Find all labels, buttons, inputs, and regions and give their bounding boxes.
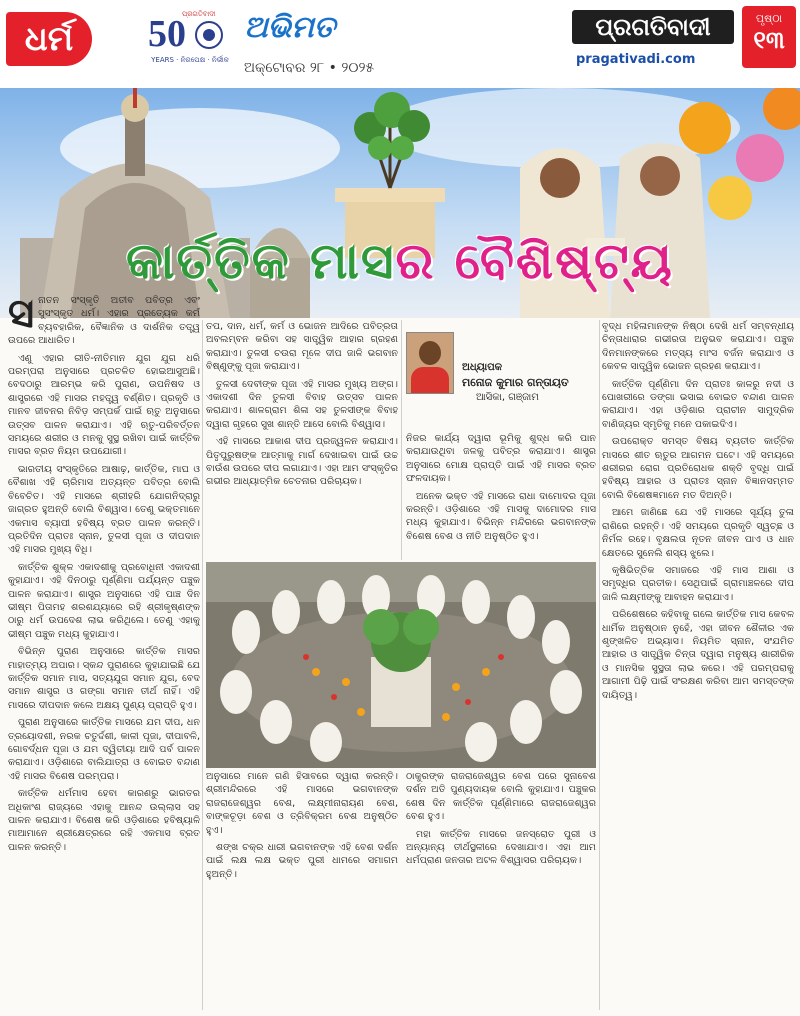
issue-date: ଅକ୍ଟୋବର ୨୮ • ୨୦୨୫ xyxy=(244,60,375,76)
paragraph: କୃଷିଭିତ୍ତିକ ସମାଜରେ ଏହି ମାସ ଆଶା ଓ ସମୃଦ୍ଧିର ପ୍ରତୀକ। ସେଥିପାଇଁ ଗ୍ରାମାଞ୍ଚଳରେ ଦୀପ ଜାଳି ଲକ୍ଷ୍ମୀଙ୍କୁ ଆବାହନ କରାଯାଏ। xyxy=(602,564,794,603)
paragraph: ଭାରତୀୟ ସଂସ୍କୃତିରେ ଆଷାଢ଼, କାର୍ତ୍ତିକ, ମାଘ ଓ ବୈଶାଖ ଏହି ଚାରିମାସ ଅତ୍ୟନ୍ତ ପବିତ୍ର ବୋଲି ବିବେଚିତ। ଏହି ମାସରେ ଶ୍ରୀହରି ଯୋଗନିଦ୍ରାରୁ ଜାଗ୍ରତ ହୁଅନ୍ତି ବୋଲି ବିଶ୍ୱାସ। ତେଣୁ ଭକ୍ତମାନେ ଏକମାସ ବ୍ୟାପୀ ହବିଷ୍ୟ ବ୍ରତ ପାଳନ କରନ୍ତି। ପ୍ରତିଦିନ ପ୍ରାତଃ ସ୍ନାନ, ତୁଳସୀ ପୂଜା ଓ ଦୀପଦାନ ଏହି ମାସର ମୁଖ୍ୟ ବିଧି। xyxy=(8,463,200,556)
anniversary-number: 50 xyxy=(148,13,186,55)
tulsi-worship-photo xyxy=(206,562,596,768)
dropcap: ସ xyxy=(8,294,35,337)
emblem-icon xyxy=(194,20,224,50)
devotees-photo xyxy=(206,562,596,768)
paragraph: ବିଭିନ୍ନ ପୁରାଣ ଅନୁସାରେ କାର୍ତ୍ତିକ ମାସର ମାହାତ୍ମ୍ୟ ଅପାର। ସ୍କନ୍ଦ ପୁରାଣରେ କୁହାଯାଇଛି ଯେ କାର୍ତ୍ତିକ ସମାନ ମାସ, ସତ୍ୟଯୁଗ ସମାନ ଯୁଗ, ବେଦ ସମାନ ଶାସ୍ତ୍ର ଓ ଗଙ୍ଗା ସମାନ ତୀର୍ଥ ନାହିଁ। ଏହି ମାସରେ ଦୀପଦାନ କଲେ ଅକ୍ଷୟ ପୁଣ୍ୟ ପ୍ରାପ୍ତି ହୁଏ। xyxy=(8,646,200,711)
author-place: ଆସିକା, ଗଞ୍ଜାମ xyxy=(476,392,539,403)
paragraph: ଉପରୋକ୍ତ ସମସ୍ତ ବିଷୟ ବ୍ୟତୀତ କାର୍ତ୍ତିକ ମାସରେ ଶୀତ ଋତୁର ଆଗମନ ଘଟେ। ଏହି ସମୟରେ ଶରୀରର ରୋଗ ପ୍ରତିରୋଧକ ଶକ୍ତି ବୃଦ୍ଧି ପାଇଁ ହବିଷ୍ୟ ଆହାର ଓ ପ୍ରାତଃ ସ୍ନାନ ବିଜ୍ଞାନସମ୍ମତ ବୋଲି ବିଶେଷଜ୍ଞମାନେ ମତ ଦିଅନ୍ତି। xyxy=(602,436,794,501)
article-column-4 xyxy=(602,320,794,1010)
newspaper-brand: ପ୍ରଗତିବାଦୀ xyxy=(572,10,734,44)
article-column-1 xyxy=(8,294,200,1010)
column-divider xyxy=(401,320,402,560)
article-column-3-bottom xyxy=(406,770,596,1010)
anniversary-top-text: ପ୍ରଗତିବାଦୀ xyxy=(182,10,216,18)
paragraph: ନାତନ ସଂସ୍କୃତି ଅତୀବ ପବିତ୍ର ଏବଂ ସୁସଂସ୍କୃତ ଧର୍ମ। ଏହାର ପ୍ରତ୍ୟେକ କର୍ମ ବ୍ୟବହାରିକ, ବୈଜ୍ଞାନିକ ଓ ଦାର୍ଶନିକ ତତ୍ତ୍ୱ ଉପରେ ଆଧାରିତ। xyxy=(8,295,200,347)
page-number: ୧୩ xyxy=(753,26,785,54)
page-label: ପୃଷ୍ଠା xyxy=(755,12,783,25)
headline-part-2: ର ବୈଶିଷ୍ଟ୍ୟ xyxy=(395,232,674,290)
paragraph: ପରିଶେଷରେ କହିବାକୁ ଗଲେ କାର୍ତ୍ତିକ ମାସ କେବଳ ଧାର୍ମିକ ଅନୁଷ୍ଠାନ ନୁହେଁ, ଏହା ଜୀବନ ଶୈଳୀର ଏକ ଶୃଙ୍ଖଳିତ ଅଭ୍ୟାସ। ନିୟମିତ ସ୍ନାନ, ସଂଯମିତ ଆହାର ଓ ସାତ୍ତ୍ୱିକ ଚିନ୍ତା ଦ୍ୱାରା ମନୁଷ୍ୟ ଶାରୀରିକ ଓ ମାନସିକ ସୁସ୍ଥତା ଲାଭ କରେ। ଏହି ପରମ୍ପରାକୁ ଆଗାମୀ ପିଢ଼ି ପାଇଁ ସଂରକ୍ଷଣ କରିବା ଆମ ସମସ୍ତଙ୍କ ଦାୟିତ୍ୱ। xyxy=(602,609,794,701)
anniversary-caption: YEARS · ନିରପେକ୍ଷ · ନିର୍ଭୀକ xyxy=(151,56,229,64)
paragraph: ନିଜର କାର୍ଯ୍ୟ ଦ୍ୱାରା ଭୂମିକୁ ଶୁଦ୍ଧ କରି ପାନ କରାଯାଉଥିବା ଜଳକୁ ପବିତ୍ର କରାଯାଏ। ଶାସ୍ତ୍ର ଅନୁସାରେ ମୋକ୍ଷ ପ୍ରାପ୍ତି ପାଇଁ ଏହି ମାସର ବ୍ରତ ଫଳଦାୟକ। xyxy=(406,433,596,485)
paragraph: ଅନୁସାରେ ମାନେ ଗଣି ହିସାବରେ ଦ୍ୱାରା କରନ୍ତି। ଶ୍ରୀମନ୍ଦିରରେ ଏହି ମାସରେ ଭଗବାନଙ୍କ ରାଜରାଜେଶ୍ୱର ବେଶ, ଲକ୍ଷ୍ମୀନାରାୟଣ ବେଶ, ବାଙ୍କଚୂଡ଼ା ବେଶ ଓ ତ୍ରିବିକ୍ରମ ବେଶ ଅନୁଷ୍ଠିତ ହୁଏ। xyxy=(206,771,398,836)
masthead xyxy=(0,0,800,88)
paragraph: ଶଙ୍ଖ ଚକ୍ର ଧାରୀ ଭଗବାନଙ୍କ ଏହି ବେଶ ଦର୍ଶନ ପାଇଁ ଲକ୍ଷ ଲକ୍ଷ ଭକ୍ତ ପୁରୀ ଧାମରେ ସମାଗମ ହୁଅନ୍ତି। xyxy=(206,842,398,880)
article-headline xyxy=(0,232,800,291)
section-tag: ଧର୍ମ xyxy=(6,12,92,66)
paragraph: କାର୍ତ୍ତିକ ଶୁକ୍ଳ ଏକାଦଶୀକୁ ପ୍ରବୋଧିନୀ ଏକାଦଶୀ କୁହାଯାଏ। ଏହି ଦିନଠାରୁ ପୂର୍ଣ୍ଣିମା ପର୍ଯ୍ୟନ୍ତ ପଞ୍ଚୁକ ପାଳନ କରାଯାଏ। ଶାସ୍ତ୍ର ଅନୁସାରେ ଏହି ପାଞ୍ଚ ଦିନ ଭୀଷ୍ମ ପିତାମହ ଶରଶଯ୍ୟାରେ ରହି ଶ୍ରୀକୃଷ୍ଣଙ୍କ ଠାରୁ ଧର୍ମ ଉପଦେଶ ଲାଭ କରିଥିଲେ। ତେଣୁ ଏହାକୁ ଭୀଷ୍ମ ପଞ୍ଚୁକ ମଧ୍ୟ କୁହାଯାଏ। xyxy=(8,561,200,640)
anniversary-logo xyxy=(148,12,232,64)
article-column-3 xyxy=(406,432,596,560)
paragraph: ଆମେ ଜାଣିଛେ ଯେ ଏହି ମାସରେ ସୂର୍ଯ୍ୟ ତୁଳା ରାଶିରେ ରହନ୍ତି। ଏହି ସମୟରେ ପ୍ରକୃତି ସ୍ୱଚ୍ଛ ଓ ନିର୍ମଳ ରହେ। ବୃକ୍ଷଲତା ନୂତନ ଜୀବନ ପାଏ ଓ ଧାନ କ୍ଷେତରେ ସୁନେଲି ଶସ୍ୟ ଝୁଲେ। xyxy=(602,507,794,559)
paragraph: ଠାକୁରଙ୍କ ରାଜରାଜେଶ୍ୱର ବେଶ ପରେ ସୁନାବେଶ ଦର୍ଶନ ଅତି ପୁଣ୍ୟଦାୟକ ବୋଲି କୁହାଯାଏ। ପଞ୍ଚୁକର ଶେଷ ଦିନ କାର୍ତ୍ତିକ ପୂର୍ଣ୍ଣିମାରେ ରାଜରାଜେଶ୍ୱର ବେଶ ହୁଏ। xyxy=(406,771,596,823)
paragraph: କାର୍ତ୍ତିକ ଧର୍ମମାସ ହେବା କାରଣରୁ ଭାରତର ଅଧିକାଂଶ ରାଜ୍ୟରେ ଏହାକୁ ଆନନ୍ଦ ଉଲ୍ଲାସ ସହ ପାଳନ କରାଯାଏ। ବିଶେଷ କରି ଓଡ଼ିଶାରେ ହବିଷ୍ୟାଳି ମାଆମାନେ ଶ୍ରୀକ୍ଷେତ୍ରରେ ରହି ଏକମାସ ବ୍ରତ ପାଳନ କରନ୍ତି। xyxy=(8,788,200,853)
column-divider xyxy=(599,320,600,1010)
paragraph: ଅନେକ ଭକ୍ତ ଏହି ମାସରେ ରାଧା ଦାମୋଦର ପୂଜା କରନ୍ତି। ଓଡ଼ିଶାରେ ଏହି ମାସକୁ ଦାମୋଦର ମାସ ମଧ୍ୟ କୁହାଯାଏ। ବିଭିନ୍ନ ମନ୍ଦିରରେ ଭଗବାନଙ୍କ ବିଶେଷ ବେଶ ଓ ନୀତି ଅନୁଷ୍ଠିତ ହୁଏ। xyxy=(406,490,596,542)
paragraph: ଏହି ମାସରେ ଆକାଶ ଦୀପ ପ୍ରଜ୍ୱଳନ କରାଯାଏ। ପିତୃପୁରୁଷଙ୍କ ଆତ୍ମାକୁ ମାର୍ଗ ଦେଖାଇବା ପାଇଁ ଉଚ୍ଚ ବାଉଁଶ ଉପରେ ଦୀପ ଲଗାଯାଏ। ଏହା ଆମ ସଂସ୍କୃତିର ଗଭୀର ଆଧ୍ୟାତ୍ମିକ ଚେତନାର ପରିଚାୟକ। xyxy=(206,436,398,488)
author-photo xyxy=(406,332,454,394)
paragraph: କାର୍ତ୍ତିକ ପୂର୍ଣ୍ଣିମା ଦିନ ପ୍ରାତଃ କାଳରୁ ନଦୀ ଓ ପୋଖରୀରେ ଡଙ୍ଗା ଭସାଇ ବୋଇତ ବନ୍ଦାଣ ପାଳନ କରାଯାଏ। ଏହା ଓଡ଼ିଶାର ପ୍ରାଚୀନ ସାମୁଦ୍ରିକ ବାଣିଜ୍ୟର ସ୍ମୃତିକୁ ମନେ ପକାଇଦିଏ। xyxy=(602,378,794,430)
author-name: ମନୋଜ କୁମାର ଗନ୍ତାୟତ xyxy=(462,376,569,389)
page-number-box xyxy=(742,6,796,68)
article-column-2-bottom xyxy=(206,770,398,1010)
author-byline xyxy=(406,332,596,428)
column-divider xyxy=(202,320,203,1010)
supplement-name: ଅଭିମତ xyxy=(244,10,336,45)
paragraph: ମହା କାର୍ତ୍ତିକ ମାସରେ ଜନସ୍ରୋତ ପୁରୀ ଓ ଅନ୍ୟାନ୍ୟ ତୀର୍ଥସ୍ଥଳୀରେ ଦେଖାଯାଏ। ଏହା ଆମ ଧର୍ମପ୍ରାଣ ଜନତାର ଅଟଳ ବିଶ୍ୱାସର ପରିଚାୟକ। xyxy=(406,828,596,867)
paragraph: ପୁରାଣ ଅନୁସାରେ କାର୍ତ୍ତିକ ମାସରେ ଯମ ଦୀପ, ଧନ ତ୍ରୟୋଦଶୀ, ନରକ ଚତୁର୍ଦ୍ଦଶୀ, କାଳୀ ପୂଜା, ଦୀପାବଳି, ଗୋବର୍ଦ୍ଧନ ପୂଜା ଓ ଯମ ଦ୍ୱିତୀୟା ଆଦି ପର୍ବ ପାଳନ କରାଯାଏ। ଓଡ଼ିଶାରେ ବାଲିଯାତ୍ରା ଓ ବୋଇତ ବନ୍ଦାଣ ଏହି ମାସର ବିଶେଷ ପରମ୍ପରା। xyxy=(8,717,200,782)
paragraph: ଏଣୁ ଏହାର ରୀତି-ନୀତିମାନ ଯୁଗ ଯୁଗ ଧରି ପରମ୍ପରା ଅନୁସାରେ ପ୍ରଚଳିତ ହୋଇଆସୁଅଛି। ବେଦଠାରୁ ଆରମ୍ଭ କରି ପୁରାଣ, ଉପନିଷଦ ଓ ଶାସ୍ତ୍ରରେ ଏହି ମାସର ମହତ୍ତ୍ୱ ବର୍ଣ୍ଣିତ। ପ୍ରକୃତି ଓ ମାନବ ଜୀବନର ନିବିଡ଼ ସମ୍ପର୍କ ପାଇଁ ଋତୁ ଅନୁସାରେ ଉତ୍ସବ ପାଳନ କରାଯାଏ। ଏହି ଋତୁ-ପରିବର୍ତ୍ତନ ସମୟରେ ଶରୀର ଓ ମନକୁ ସୁସ୍ଥ ରଖିବା ପାଇଁ କାର୍ତ୍ତିକ ମାସର ବ୍ରତ ନିୟମ ଉପଯୋଗୀ। xyxy=(8,352,200,458)
paragraph: ତପ, ଦାନ, ଧର୍ମ, କର୍ମ ଓ ଭୋଜନ ଆଦିରେ ପବିତ୍ରତା ଅବଲମ୍ବନ କରିବା ସହ ସାତ୍ତ୍ୱିକ ଆହାର ଗ୍ରହଣ କରାଯାଏ। ତୁଳସୀ ଚଉରା ମୂଳେ ଦୀପ ଜାଳି ଭଗବାନ ବିଷ୍ଣୁଙ୍କୁ ପୂଜା କରାଯାଏ। xyxy=(206,321,398,373)
paragraph: ତୁଳସୀ ଦେବୀଙ୍କ ପୂଜା ଏହି ମାସର ମୁଖ୍ୟ ଅଙ୍ଗ। ଏକାଦଶୀ ଦିନ ତୁଳସୀ ବିବାହ ଉତ୍ସବ ପାଳନ କରାଯାଏ। ଶାଳଗ୍ରାମ ଶିଳା ସହ ତୁଳସୀଙ୍କ ବିବାହ ଦ୍ୱାରା ଗୃହରେ ସୁଖ ଶାନ୍ତି ଆସେ ବୋଲି ବିଶ୍ୱାସ। xyxy=(206,378,398,430)
devotees-icon xyxy=(520,143,710,318)
headline-part-1: କାର୍ତ୍ତିକ ମାସ xyxy=(126,232,396,290)
article-column-2 xyxy=(206,320,398,560)
author-role: ଅଧ୍ୟାପକ xyxy=(462,362,503,373)
paragraph: ବୃଦ୍ଧ ମହିଳାମାନଙ୍କ ନିଷ୍ଠା ଦେଖି ଧର୍ମ ସମ୍ବନ୍ଧୀୟ ଚିନ୍ତାଧାରାର ଗଭୀରତା ଅନୁଭବ କରାଯାଏ। ପଞ୍ଚୁକ ଦିନମାନଙ୍କରେ ମତ୍ସ୍ୟ ମାଂସ ବର୍ଜନ କରାଯାଏ ଓ କେବଳ ସାତ୍ତ୍ୱିକ ଭୋଜନ ଗ୍ରହଣ କରାଯାଏ। xyxy=(602,321,794,373)
website-url[interactable]: pragativadi.com xyxy=(576,52,696,67)
